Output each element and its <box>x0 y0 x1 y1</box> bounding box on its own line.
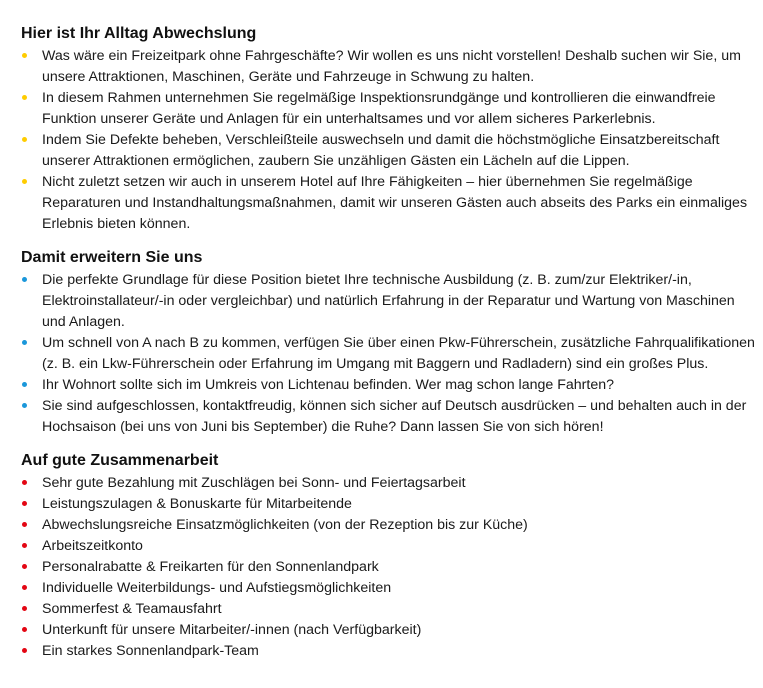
list-item: Um schnell von A nach B zu kommen, verfügen Sie über einen Pkw-Führerschein, zusätzliche Fahrqualifikationen (z. B. ein Lkw-Führerschein oder Erfahrung im Umgang mit Baggern und Radladern) sind ein großes Plus. <box>21 333 762 375</box>
section-daily-work <box>21 0 763 235</box>
list-item: Ihr Wohnort sollte sich im Umkreis von Lichtenau befinden. Wer mag schon lange Fahrten? <box>21 375 762 396</box>
red-bullet-icon <box>22 585 27 590</box>
red-bullet-icon <box>22 543 27 548</box>
red-bullet-icon <box>22 648 27 653</box>
section-requirements <box>21 235 763 438</box>
yellow-bullet-icon <box>22 53 27 58</box>
blue-bullet-icon <box>22 382 27 387</box>
benefits-list <box>21 473 763 662</box>
red-bullet-icon <box>22 564 27 569</box>
blue-bullet-icon <box>22 403 27 408</box>
list-item: Indem Sie Defekte beheben, Verschleißteile auswechseln und damit die höchstmögliche Einsatzbereitschaft unserer Attraktionen ermöglichen, zaubern Sie unzähligen Gästen ein Lächeln auf die Lippen. <box>21 130 762 172</box>
task-list <box>21 46 763 235</box>
list-item: Unterkunft für unsere Mitarbeiter/-innen (nach Verfügbarkeit) <box>21 620 762 641</box>
list-item: Nicht zuletzt setzen wir auch in unserem Hotel auf Ihre Fähigkeiten – hier übernehmen Sie regelmäßige Reparaturen und Instandhaltungsmaßnahmen, damit wir unseren Gästen auch abseits des Parks ein einmaliges Erlebnis bieten können. <box>21 172 762 235</box>
section-heading: Hier ist Ihr Alltag Abwechslung <box>21 25 257 42</box>
requirements-list <box>21 270 763 438</box>
red-bullet-icon <box>22 627 27 632</box>
list-item: Leistungszulagen & Bonuskarte für Mitarbeitende <box>21 494 762 515</box>
red-bullet-icon <box>22 606 27 611</box>
list-item: Ein starkes Sonnenlandpark-Team <box>21 641 762 662</box>
list-item: Sie sind aufgeschlossen, kontaktfreudig, können sich sicher auf Deutsch ausdrücken – und behalten auch in der Hochsaison (bei uns von Juni bis September) die Ruhe? Dann lassen Sie von sich hören! <box>21 396 762 438</box>
list-item: Arbeitszeitkonto <box>21 536 762 557</box>
list-item: Individuelle Weiterbildungs- und Aufstiegsmöglichkeiten <box>21 578 762 599</box>
yellow-bullet-icon <box>22 137 27 142</box>
red-bullet-icon <box>22 480 27 485</box>
section-benefits <box>21 438 763 662</box>
list-item: Abwechslungsreiche Einsatzmöglichkeiten (von der Rezeption bis zur Küche) <box>21 515 762 536</box>
section-heading: Damit erweitern Sie uns <box>21 249 203 266</box>
list-item: In diesem Rahmen unternehmen Sie regelmäßige Inspektionsrundgänge und kontrollieren die einwandfreie Funktion unserer Geräte und Anlagen für ein unterhaltsames und vor allem sicheres Parkerlebnis. <box>21 88 762 130</box>
list-item: Die perfekte Grundlage für diese Position bietet Ihre technische Ausbildung (z. B. zum/zur Elektriker/-in, Elektroinstallateur/-in oder vergleichbar) und natürlich Erfahrung in der Reparatur und Wartung von Maschinen und Anlagen. <box>21 270 762 333</box>
section-heading: Auf gute Zusammenarbeit <box>21 452 219 469</box>
yellow-bullet-icon <box>22 179 27 184</box>
list-item: Personalrabatte & Freikarten für den Sonnenlandpark <box>21 557 762 578</box>
list-item: Was wäre ein Freizeitpark ohne Fahrgeschäfte? Wir wollen es uns nicht vorstellen! Deshalb suchen wir Sie, um unsere Attraktionen, Maschinen, Geräte und Fahrzeuge in Schwung zu halten. <box>21 46 762 88</box>
red-bullet-icon <box>22 522 27 527</box>
blue-bullet-icon <box>22 340 27 345</box>
list-item: Sehr gute Bezahlung mit Zuschlägen bei Sonn- und Feiertagsarbeit <box>21 473 762 494</box>
blue-bullet-icon <box>22 277 27 282</box>
red-bullet-icon <box>22 501 27 506</box>
list-item: Sommerfest & Teamausfahrt <box>21 599 762 620</box>
yellow-bullet-icon <box>22 95 27 100</box>
